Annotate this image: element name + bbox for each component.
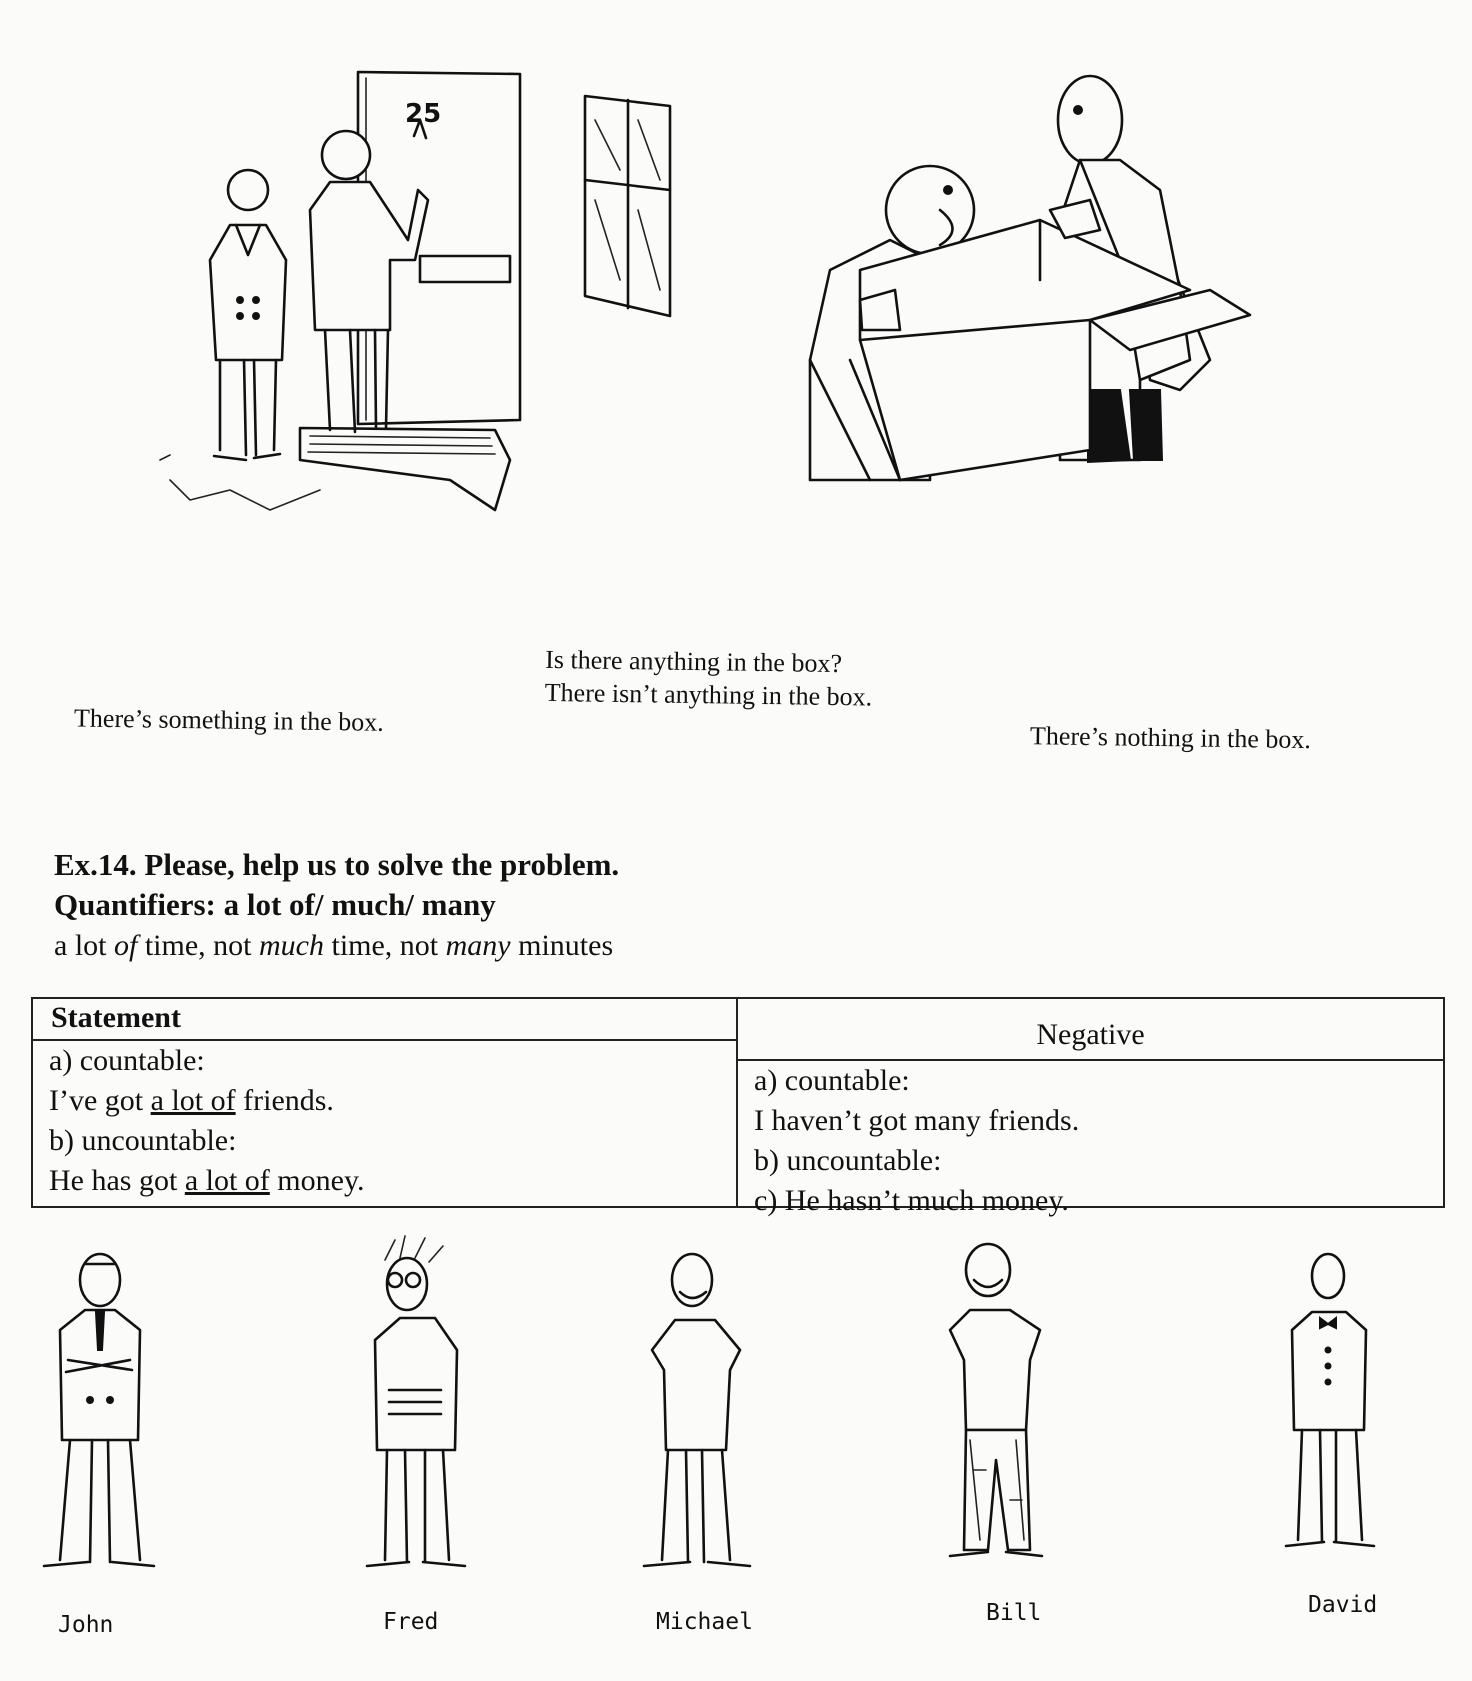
statement-uncountable-label: b) uncountable: bbox=[49, 1124, 237, 1157]
negative-uncountable-example: c) He hasn’t much money. bbox=[754, 1184, 1069, 1217]
statement-countable-label: a) countable: bbox=[49, 1044, 205, 1077]
negative-uncountable-label: b) uncountable: bbox=[754, 1144, 942, 1177]
negative-column bbox=[738, 999, 1443, 1217]
example-part-1: a lot bbox=[54, 929, 114, 962]
statement-countable-post: friends. bbox=[235, 1084, 334, 1117]
negative-countable-example: I haven’t got many friends. bbox=[754, 1104, 1080, 1137]
door-illustration bbox=[150, 60, 670, 540]
caption-question-group bbox=[545, 643, 986, 715]
caption-not-anything: There isn’t anything in the box. bbox=[544, 677, 873, 712]
person-name-david: David bbox=[1308, 1592, 1378, 1618]
caption-something: There’s something in the box. bbox=[73, 703, 384, 737]
caption-question: Is there anything in the box? bbox=[545, 644, 843, 679]
example-word-many: many bbox=[445, 929, 511, 962]
person-michael bbox=[630, 1240, 770, 1580]
exercise-title: Ex.14. Please, help us to solve the problem. bbox=[54, 847, 620, 882]
person-name-john: John bbox=[58, 1612, 114, 1638]
example-part-4: minutes bbox=[510, 929, 614, 962]
negative-countable-label: a) countable: bbox=[754, 1064, 910, 1097]
example-part-3: time, not bbox=[323, 929, 446, 962]
statement-column bbox=[33, 999, 738, 1206]
statement-uncountable-example bbox=[33, 1161, 736, 1201]
person-bill bbox=[930, 1240, 1070, 1580]
statement-countable-quantifier: a lot of bbox=[150, 1084, 236, 1117]
example-word-of: of bbox=[114, 929, 138, 962]
example-part-2: time, not bbox=[137, 929, 259, 962]
box-illustration bbox=[790, 60, 1310, 500]
person-david bbox=[1270, 1240, 1390, 1560]
statement-countable-example bbox=[33, 1081, 736, 1121]
exercise-example bbox=[54, 926, 613, 966]
exercise-subtitle: Quantifiers: a lot of/ much/ many bbox=[54, 887, 496, 922]
person-john bbox=[30, 1240, 170, 1580]
statement-uncountable-quantifier: a lot of bbox=[184, 1164, 270, 1197]
statement-uncountable-post: money. bbox=[269, 1164, 365, 1197]
person-fred bbox=[345, 1240, 485, 1580]
statement-uncountable-pre: He has got bbox=[49, 1164, 185, 1197]
person-name-michael: Michael bbox=[656, 1609, 753, 1635]
quantifier-table bbox=[31, 997, 1445, 1217]
door-number: 25 bbox=[405, 99, 442, 129]
person-name-bill: Bill bbox=[986, 1600, 1042, 1626]
caption-nothing: There’s nothing in the box. bbox=[1029, 721, 1312, 755]
statement-header: Statement bbox=[33, 999, 736, 1041]
statement-countable-pre: I’ve got bbox=[49, 1084, 151, 1117]
example-word-much: much bbox=[259, 929, 324, 962]
person-name-fred: Fred bbox=[383, 1609, 439, 1635]
negative-header: Negative bbox=[738, 999, 1443, 1061]
